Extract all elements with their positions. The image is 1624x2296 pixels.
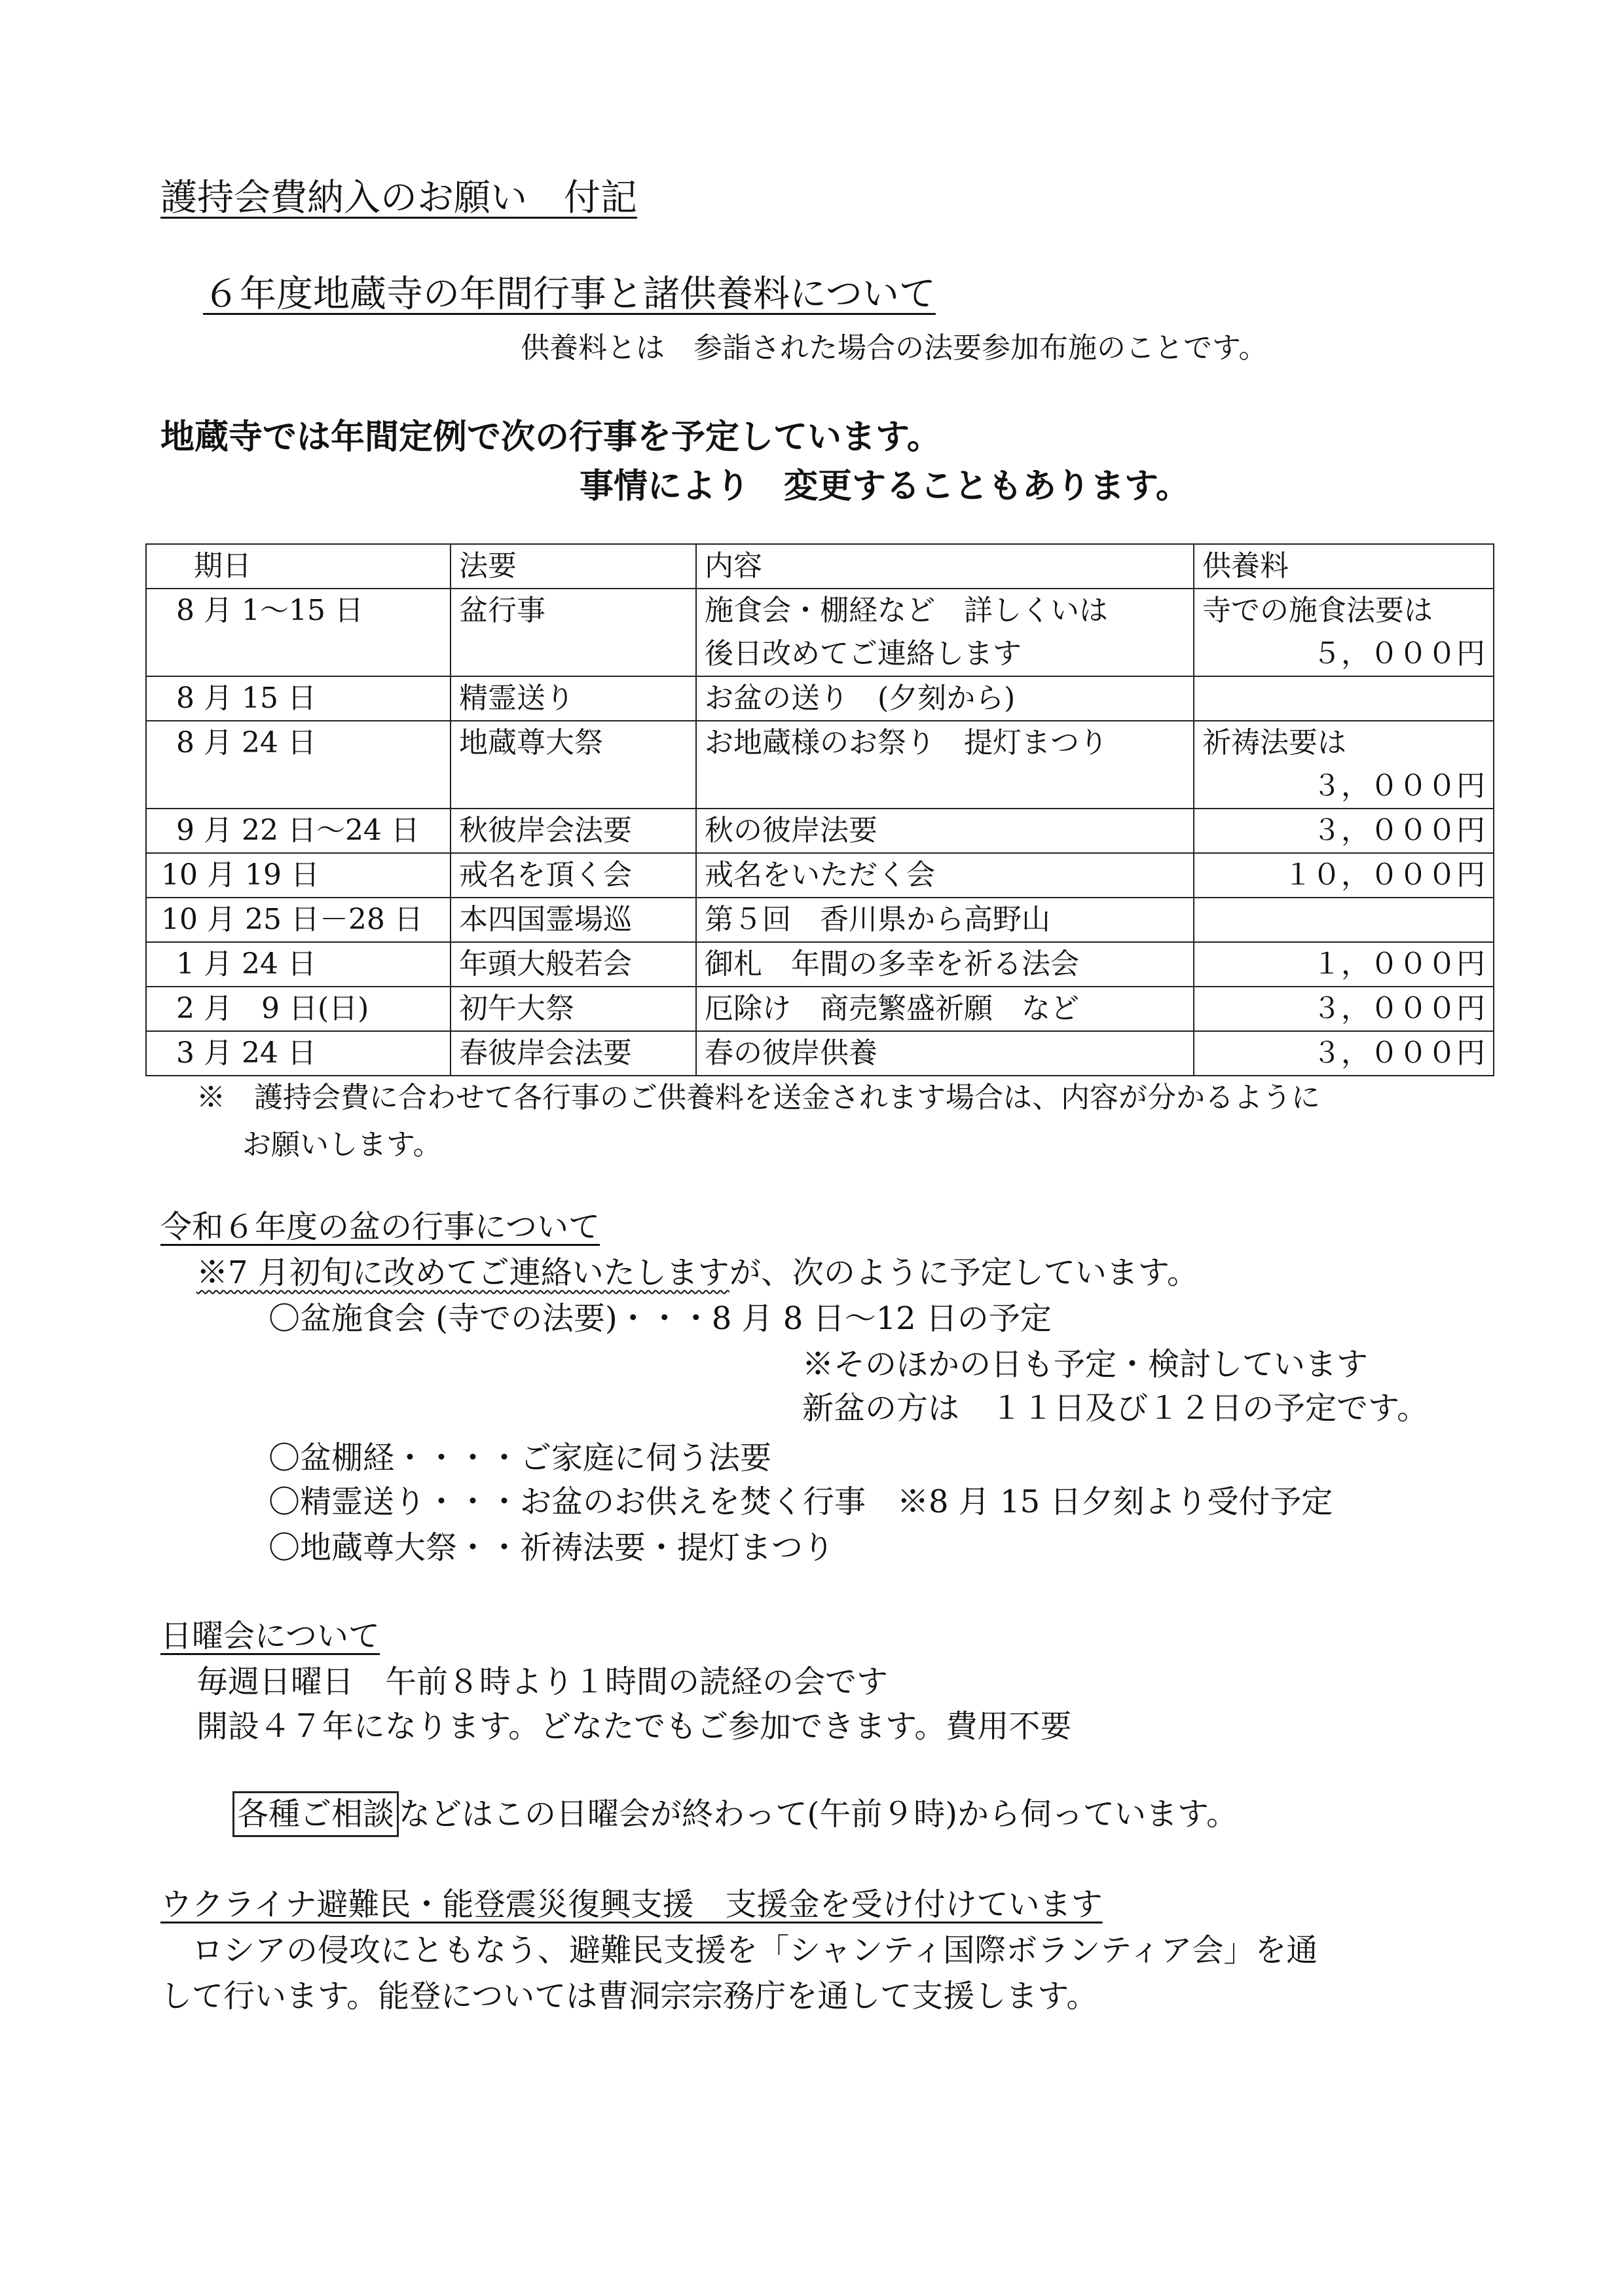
obon-item-2: 〇盆棚経・・・・ご家庭に伺う法要 bbox=[268, 1440, 772, 1476]
table-footnote-1: ※ 護持会費に合わせて各行事のご供養料を送金されます場合は、内容が分かるように bbox=[196, 1081, 1320, 1114]
row-fee: ３，０００円 bbox=[1194, 809, 1494, 853]
row-date: 8 月 24 日 bbox=[146, 721, 451, 809]
row-date: 9 月 22 日〜24 日 bbox=[146, 809, 451, 853]
obon-note bbox=[196, 1247, 1198, 1292]
consultation-box: 各種ご相談 bbox=[232, 1791, 399, 1837]
table-row bbox=[146, 676, 1494, 721]
obon-note-rest: が、次のように予定しています。 bbox=[729, 1254, 1198, 1291]
row-fee: １０，０００円 bbox=[1194, 853, 1494, 898]
header-content: 内容 bbox=[696, 544, 1194, 589]
obon-item-1: 〇盆施食会 (寺での法要)・・・8 月 8 日〜12 日の予定 bbox=[268, 1300, 1052, 1337]
row-date: 10 月 19 日 bbox=[146, 853, 451, 898]
support-heading: ウクライナ避難民・能登震災復興支援 支援金を受け付けています bbox=[160, 1886, 1103, 1923]
table-row bbox=[146, 809, 1494, 853]
obon-note-wavy: ※7 月初旬に改めてご連絡いたします bbox=[196, 1254, 729, 1291]
row-content: お盆の送り (夕刻から) bbox=[696, 676, 1194, 721]
row-fee-line2: ３，０００円 bbox=[1312, 769, 1485, 803]
schedule-table bbox=[145, 543, 1494, 1076]
row-content: 秋の彼岸法要 bbox=[696, 809, 1194, 853]
sunday-heading: 日曜会について bbox=[160, 1618, 380, 1654]
support-line-1: ロシアの侵攻にともなう、避難民支援を「シャンティ国際ボランティア会」を通 bbox=[160, 1932, 1318, 1969]
row-date: 8 月 15 日 bbox=[146, 676, 451, 721]
intro-line-2: 事情により 変更することもあります。 bbox=[580, 467, 1190, 506]
row-content: 御札 年間の多幸を祈る法会 bbox=[696, 942, 1194, 987]
row-fee-line1: 寺での施食法要は bbox=[1202, 594, 1433, 627]
row-event: 秋彼岸会法要 bbox=[451, 809, 696, 853]
obon-item-3: 〇精霊送り・・・お盆のお供えを焚く行事 ※8 月 15 日夕刻より受付予定 bbox=[268, 1484, 1333, 1520]
row-event: 地蔵尊大祭 bbox=[451, 721, 696, 809]
row-fee: ３，０００円 bbox=[1194, 987, 1494, 1031]
fee-definition-note: 供養料とは 参詣された場合の法要参加布施のことです。 bbox=[521, 331, 1268, 365]
row-event: 盆行事 bbox=[451, 589, 696, 676]
row-date: 1 月 24 日 bbox=[146, 942, 451, 987]
header-date: 期日 bbox=[146, 544, 451, 589]
table-row bbox=[146, 721, 1494, 809]
row-content: お地蔵様のお祭り 提灯まつり bbox=[696, 721, 1194, 809]
intro-line-1: 地蔵寺では年間定例で次の行事を予定しています。 bbox=[160, 418, 941, 457]
row-fee bbox=[1194, 676, 1494, 721]
table-row bbox=[146, 853, 1494, 898]
row-fee bbox=[1194, 721, 1494, 809]
row-fee bbox=[1194, 898, 1494, 942]
row-content: 戒名をいただく会 bbox=[696, 853, 1194, 898]
row-event: 精霊送り bbox=[451, 676, 696, 721]
row-date: 8 月 1〜15 日 bbox=[146, 589, 451, 676]
table-footnote-2: お願いします。 bbox=[242, 1128, 442, 1161]
obon-item-1-sub-1: ※そのほかの日も予定・検討しています bbox=[802, 1346, 1369, 1383]
table-row bbox=[146, 942, 1494, 987]
consultation-rest: などはこの日曜会が終わって(午前９時)から伺っています。 bbox=[399, 1796, 1238, 1832]
row-event: 初午大祭 bbox=[451, 987, 696, 1031]
obon-item-4: 〇地蔵尊大祭・・祈祷法要・提灯まつり bbox=[268, 1529, 835, 1566]
table-row bbox=[146, 987, 1494, 1031]
row-content: 厄除け 商売繁盛祈願 など bbox=[696, 987, 1194, 1031]
sunday-line-1: 毎週日曜日 午前８時より１時間の読経の会です bbox=[196, 1664, 889, 1700]
row-fee: １，０００円 bbox=[1194, 942, 1494, 987]
table-row bbox=[146, 589, 1494, 676]
sunday-line-2: 開設４７年になります。どなたでもご参加できます。費用不要 bbox=[196, 1708, 1072, 1745]
support-line-2: して行います。能登については曹洞宗宗務庁を通して支援します。 bbox=[160, 1978, 1098, 2014]
obon-item-1-sub-2: 新盆の方は １１日及び１２日の予定です。 bbox=[802, 1390, 1429, 1427]
row-content: 春の彼岸供養 bbox=[696, 1031, 1194, 1076]
page-subtitle: ６年度地蔵寺の年間行事と諸供養料について bbox=[203, 273, 936, 316]
table-header-row bbox=[146, 544, 1494, 589]
row-date: 10 月 25 日－28 日 bbox=[146, 898, 451, 942]
row-fee bbox=[1194, 589, 1494, 676]
row-fee-line1: 祈祷法要は bbox=[1202, 726, 1346, 759]
row-event: 戒名を頂く会 bbox=[451, 853, 696, 898]
row-content: 第５回 香川県から高野山 bbox=[696, 898, 1194, 942]
row-content-line2: 後日改めてご連絡します bbox=[705, 637, 1022, 670]
row-fee: ３，０００円 bbox=[1194, 1031, 1494, 1076]
row-date: 2 月 9 日(日) bbox=[146, 987, 451, 1031]
row-date: 3 月 24 日 bbox=[146, 1031, 451, 1076]
table-row bbox=[146, 898, 1494, 942]
header-event: 法要 bbox=[451, 544, 696, 589]
row-fee-line2: ５，０００円 bbox=[1312, 637, 1485, 670]
obon-heading: 令和６年度の盆の行事について bbox=[160, 1209, 600, 1245]
table-row bbox=[146, 1031, 1494, 1076]
row-event: 春彼岸会法要 bbox=[451, 1031, 696, 1076]
header-fee: 供養料 bbox=[1194, 544, 1494, 589]
row-content bbox=[696, 589, 1194, 676]
row-event: 年頭大般若会 bbox=[451, 942, 696, 987]
row-content-line1: 施食会・棚経など 詳しくいは bbox=[705, 594, 1108, 627]
consultation-line bbox=[232, 1789, 1238, 1834]
page-title: 護持会費納入のお願い 付記 bbox=[160, 177, 637, 219]
row-event: 本四国霊場巡 bbox=[451, 898, 696, 942]
